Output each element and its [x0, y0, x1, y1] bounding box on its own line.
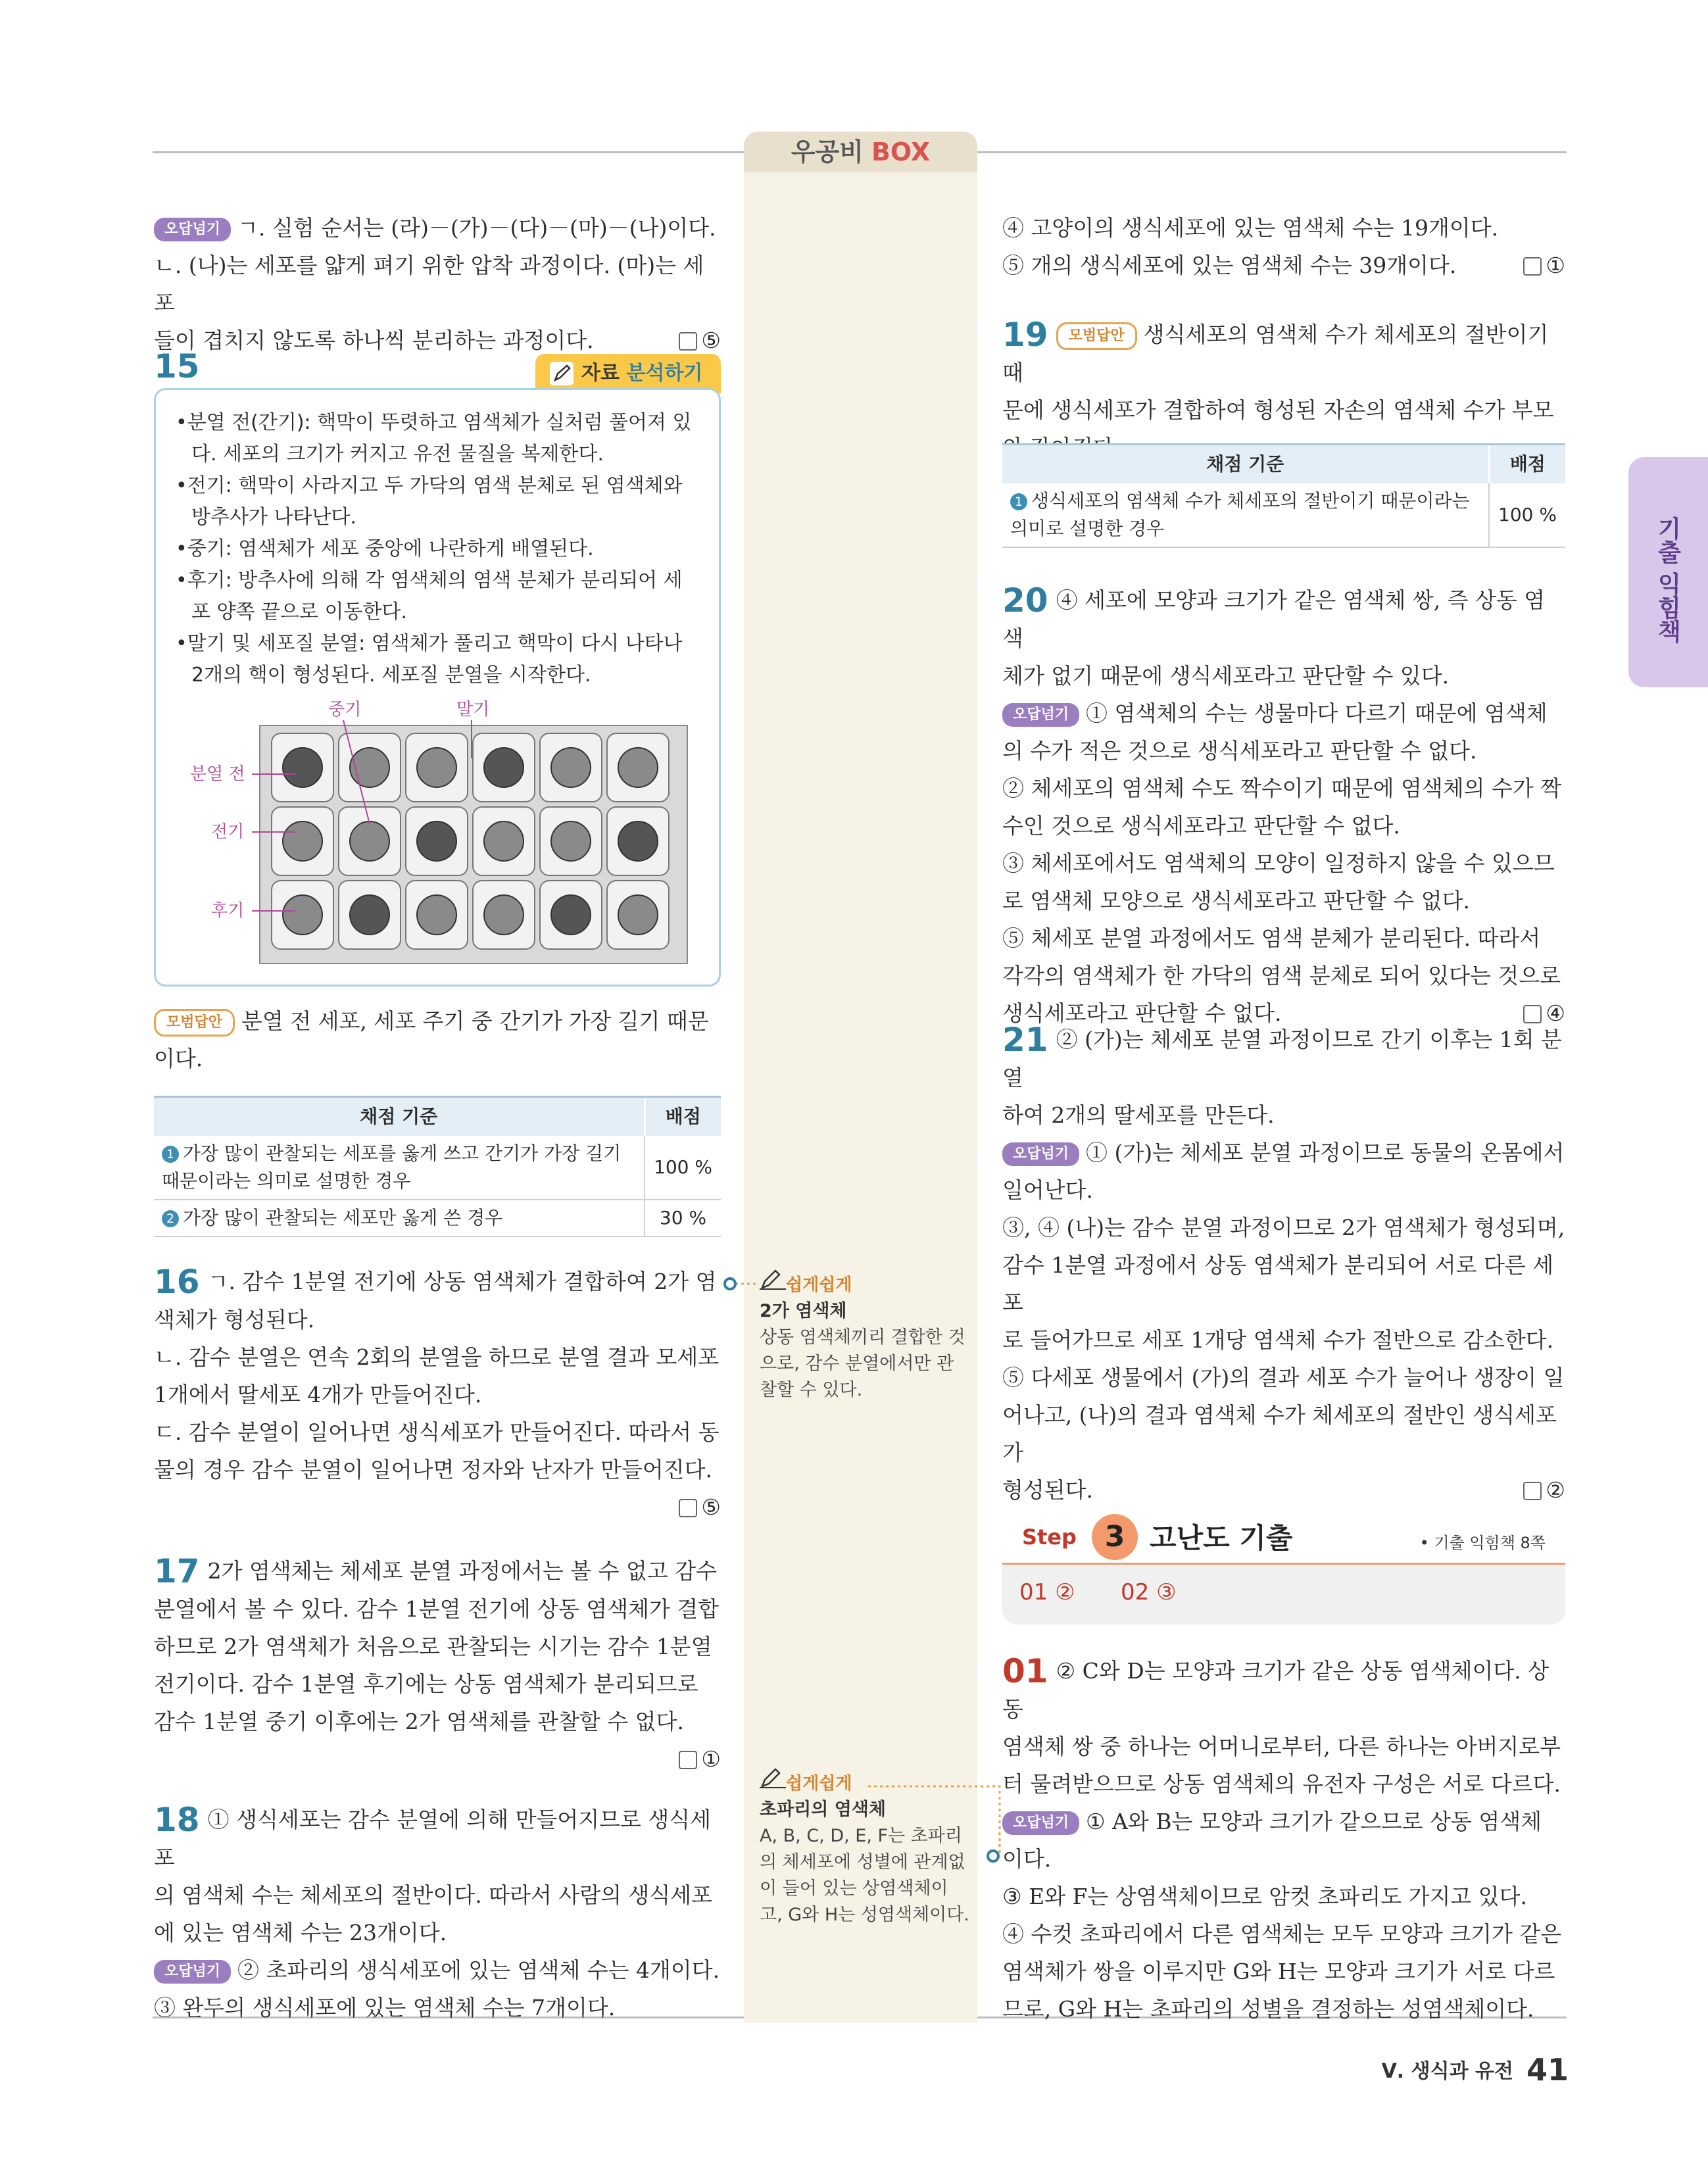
label-metaphase: 중기: [328, 700, 362, 720]
cell-nucleus: [618, 821, 658, 861]
scoring-table-15: [154, 1096, 721, 1237]
cell-nucleus: [484, 748, 524, 787]
text-line: ③ E와 F는 상염색체이므로 암컷 초파리도 가지고 있다.: [1002, 1884, 1528, 1909]
answer-value: ①: [1546, 253, 1565, 278]
answer-mark: [1523, 247, 1565, 284]
label-telophase: 말기: [456, 700, 490, 720]
text-line: ㄴ. (나)는 세포를 얇게 펴기 위한 압착 과정이다. (마)는 세포: [154, 253, 704, 316]
cell-nucleus: [417, 748, 456, 787]
side-note-1: [760, 1268, 970, 1404]
note-title: 초파리의 염색체: [760, 1799, 886, 1820]
table-cell: [154, 1136, 645, 1200]
cell-nucleus: [618, 895, 658, 935]
right-top: [1002, 209, 1565, 284]
text-line: ② 체세포의 염색체 수도 짝수이기 때문에 염색체의 수가 짝: [1002, 775, 1562, 801]
wrong-answer-tag: 오답넘기: [154, 218, 231, 241]
criterion-number-icon: 1: [1010, 493, 1027, 510]
table-cell: 100 %: [645, 1136, 721, 1200]
answer-mark: [1523, 1471, 1565, 1509]
step-header: [1002, 1513, 1565, 1560]
answer-icon: [1523, 1482, 1542, 1500]
side-tab-label: 기출 익힘책: [1654, 516, 1681, 643]
answer-mark: [679, 1740, 721, 1778]
answer-value: ⑤: [701, 328, 721, 353]
text-line: ① (가)는 체세포 분열 과정이므로 동물의 온몸에서: [1086, 1140, 1565, 1165]
text-line: ② C와 D는 모양과 크기가 같은 상동 염색체이다. 상동: [1002, 1658, 1549, 1722]
text-line: 색체가 형성된다.: [154, 1307, 315, 1332]
table-cell: [1002, 483, 1489, 547]
text-line: 어나고, (나)의 결과 염색체 수가 체세포의 절반인 생식세포가: [1002, 1402, 1557, 1465]
cell-nucleus: [350, 821, 389, 861]
text-line: 분열에서 볼 수 있다. 감수 1분열 전기에 상동 염색체가 결합: [154, 1596, 720, 1622]
text-line: 므로, G와 H는 초파리의 성별을 결정하는 성염색체이다.: [1002, 1996, 1534, 2022]
analysis-label: 자료: [581, 362, 620, 385]
q15-answer: [154, 1002, 721, 1077]
text-line: 분열 전 세포, 세포 주기 중 간기가 가장 길기 때문: [241, 1008, 709, 1034]
label-interphase: 분열 전: [190, 764, 245, 784]
table-header: 배점: [645, 1097, 721, 1136]
text-line: 전기이다. 감수 1분열 후기에는 상동 염색체가 분리되므로: [154, 1671, 698, 1697]
text-line: ㄷ. 감수 분열이 일어나면 생식세포가 만들어진다. 따라서 동: [154, 1419, 720, 1445]
criterion-text: 생식세포의 염색체 수가 체세포의 절반이기 때문이라는 의미로 설명한 경우: [1010, 490, 1470, 539]
cell-division-diagram: [156, 699, 721, 975]
cell-nucleus: [484, 821, 524, 861]
cell-nucleus: [417, 895, 456, 935]
step-answer: 01 ②: [1019, 1579, 1075, 1605]
text-line: 각각의 염색체가 한 가닥의 염색 분체로 되어 있다는 것으로: [1002, 963, 1561, 989]
table-header: 채점 기준: [1002, 445, 1489, 484]
text-line: 체가 없기 때문에 생식세포라고 판단할 수 있다.: [1002, 663, 1450, 689]
step-title: 고난도 기출: [1150, 1522, 1293, 1554]
side-tab[interactable]: [1628, 457, 1708, 687]
criterion-number-icon: 1: [162, 1146, 179, 1163]
text-line: ㄱ. 실험 순서는 (라)－(가)－(다)－(마)－(나)이다.: [237, 215, 716, 241]
text-line: 이다.: [154, 1046, 203, 1071]
box-tab-label: 우공비: [791, 137, 864, 166]
note-heading: 쉽게쉽게: [786, 1275, 852, 1295]
step-answer: 02 ③: [1121, 1579, 1177, 1605]
scoring-table-19: [1002, 443, 1565, 548]
cell-nucleus: [283, 821, 322, 861]
question-number: 16: [154, 1263, 200, 1301]
text-line: 로 염색체 모양으로 생식세포라고 판단할 수 없다.: [1002, 888, 1470, 914]
criterion-text: 가장 많이 관찰되는 세포만 옳게 쓴 경우: [183, 1207, 503, 1229]
text-line: 이다.: [1002, 1846, 1052, 1872]
question-number: 21: [1002, 1021, 1048, 1059]
wrong-answer-tag: 오답넘기: [154, 1960, 231, 1984]
info-item: •후기: 방추사에 의해 각 염색체의 염색 분체가 분리되어 세포 양쪽 끝으로 이동한다.: [176, 569, 683, 623]
text-line: 하므로 2가 염색체가 처음으로 관찰되는 시기는 감수 1분열: [154, 1634, 712, 1659]
text-line: ⑤ 체세포 분열 과정에서도 염색 분체가 분리된다. 따라서: [1002, 925, 1541, 951]
step-box: [1002, 1513, 1565, 1625]
wrong-answer-tag: 오답넘기: [1002, 1142, 1079, 1166]
q16-block: [154, 1263, 721, 1526]
box-column: [744, 150, 977, 2023]
text-line: 생식세포의 염색체 수가 체세포의 절반이기 때: [1002, 322, 1549, 385]
table-cell: 30 %: [645, 1200, 721, 1236]
pencil-icon: [760, 1767, 786, 1789]
text-line: ① 염색체의 수는 생물마다 다르기 때문에 염색체: [1086, 700, 1548, 726]
text-line: 로 들어가므로 세포 1개당 염색체 수가 절반으로 감소한다.: [1002, 1327, 1554, 1353]
answer-icon: [679, 1499, 697, 1517]
cell-nucleus: [484, 895, 524, 935]
text-line: ④ 세포에 모양과 크기가 같은 염색체 쌍, 즉 상동 염색: [1002, 587, 1546, 651]
question-number: 18: [154, 1801, 200, 1839]
model-answer-tag: 모범답안: [154, 1009, 235, 1037]
note-title: 2가 염색체: [760, 1301, 847, 1321]
step-number: 3: [1092, 1514, 1138, 1560]
text-line: ② (가)는 체세포 분열 과정이므로 간기 이후는 1회 분열: [1002, 1027, 1562, 1090]
info-item: •말기 및 세포질 분열: 염색체가 풀리고 핵막이 다시 나타나 2개의 핵이 형성된다. 세포질 분열을 시작한다.: [176, 632, 683, 687]
answer-icon: [679, 1751, 697, 1769]
text-line: ① 생식세포는 감수 분열에 의해 만들어지므로 생식세포: [154, 1807, 711, 1870]
text-line: 수인 것으로 생식세포라고 판단할 수 없다.: [1002, 813, 1400, 839]
text-line: 하여 2개의 딸세포를 만든다.: [1002, 1102, 1275, 1128]
text-line: 문에 생식세포가 결합하여 형성된 자손의 염색체 수가 부모: [1002, 397, 1554, 423]
text-line: 에 있는 염색체 수는 23개이다.: [154, 1920, 447, 1945]
text-line: ④ 수컷 초파리에서 다른 염색체는 모두 모양과 크기가 같은: [1002, 1921, 1562, 1947]
text-line: 염색체가 쌍을 이루지만 G와 H는 모양과 크기가 서로 다르: [1002, 1959, 1555, 1984]
table-cell: [154, 1200, 645, 1236]
wrong-answer-tag: 오답넘기: [1002, 1811, 1079, 1835]
question-number: 20: [1002, 581, 1048, 620]
box-tab-label2: BOX: [871, 137, 931, 166]
text-line: 의 수가 적은 것으로 생식세포라고 판단할 수 없다.: [1002, 738, 1477, 764]
box-tab: [744, 132, 977, 172]
info-list: [156, 390, 719, 691]
text-line: 생식세포라고 판단할 수 없다.: [1002, 1000, 1282, 1026]
cell-nucleus: [350, 895, 389, 935]
text-line: ㄴ. 감수 분열은 연속 2회의 분열을 하므로 분열 결과 모세포: [154, 1344, 720, 1370]
answer-value: ⑤: [701, 1494, 721, 1520]
text-line: ③, ④ (나)는 감수 분열 과정이므로 2가 염색체가 형성되며,: [1002, 1215, 1565, 1240]
step-reference: • 기출 익힘책 8쪽: [1419, 1534, 1546, 1552]
text-line: 염색체 쌍 중 하나는 어머니로부터, 다른 하나는 아버지로부: [1002, 1734, 1561, 1759]
answer-value: ①: [701, 1746, 721, 1772]
cell-nucleus: [551, 895, 591, 935]
analysis-label2: 분석하기: [626, 362, 703, 385]
cell-nucleus: [551, 821, 591, 861]
q15-number: [154, 347, 208, 385]
text-line: ㄱ. 감수 1분열 전기에 상동 염색체가 결합하여 2가 염: [207, 1269, 717, 1294]
answer-icon: [679, 332, 697, 351]
text-line: ② 초파리의 생식세포에 있는 염색체 수는 4개이다.: [237, 1957, 720, 1983]
info-item: •전기: 핵막이 사라지고 두 가닥의 염색 분체로 된 염색체와 방추사가 나타난다.: [176, 474, 683, 529]
note-body: 상동 염색체끼리 결합한 것으로, 감수 분열에서만 관찰할 수 있다.: [760, 1327, 965, 1400]
side-note-2: [760, 1767, 970, 1928]
answer-value: ④: [1546, 1000, 1565, 1026]
cell-nucleus: [283, 748, 322, 787]
cell-nucleus: [283, 895, 322, 935]
text-line: ⑤ 다세포 생물에서 (가)의 결과 세포 수가 늘어나 생장이 일: [1002, 1365, 1565, 1390]
question-number: 15: [154, 347, 200, 385]
question-number: 19: [1002, 316, 1048, 354]
info-item: •중기: 염색체가 세포 중앙에 나란하게 배열된다.: [176, 537, 594, 560]
wrong-answer-tag: 오답넘기: [1002, 703, 1079, 727]
step-label: Step: [1022, 1525, 1077, 1550]
text-line: 감수 1분열 중기 이후에는 2가 염색체를 관찰할 수 없다.: [154, 1709, 684, 1734]
table-header: 채점 기준: [154, 1097, 645, 1136]
cell-nucleus: [417, 821, 456, 861]
question-number: 17: [154, 1552, 200, 1590]
label-prophase: 전기: [211, 822, 245, 842]
text-line: 일어난다.: [1002, 1177, 1094, 1203]
q01-block: [1002, 1652, 1565, 2028]
answer-icon: [1523, 257, 1542, 276]
answer-value: ②: [1546, 1477, 1565, 1503]
text-line: 들이 겹치지 않도록 하나씩 분리하는 과정이다.: [154, 328, 594, 353]
text-line: 물의 경우 감수 분열이 일어나면 정자와 난자가 만들어진다.: [154, 1457, 712, 1482]
q18-block: [154, 1801, 721, 2026]
table-cell: 100 %: [1489, 483, 1565, 547]
text-line: ③ 완두의 생식세포에 있는 염색체 수는 7개이다.: [154, 1995, 616, 2020]
step-answers: [1002, 1563, 1565, 1625]
text-line: 2가 염색체는 체세포 분열 과정에서는 볼 수 없고 감수: [207, 1558, 717, 1584]
model-answer-tag: 모범답안: [1056, 322, 1137, 350]
text-line: 터 물려받으므로 상동 염색체의 유전자 구성은 서로 다르다.: [1002, 1771, 1561, 1797]
table-header: 배점: [1489, 445, 1565, 484]
text-line: 1개에서 딸세포 4개가 만들어진다.: [154, 1382, 482, 1407]
text-line: 감수 1분열 과정에서 상동 염색체가 분리되어 서로 다른 세포: [1002, 1252, 1554, 1315]
criterion-number-icon: 2: [162, 1210, 179, 1227]
cell-nucleus: [618, 748, 658, 787]
page-number: 41: [1526, 2052, 1569, 2088]
q17-block: [154, 1552, 721, 1778]
text-line: ① A와 B는 모양과 크기가 같으므로 상동 염색체: [1086, 1809, 1542, 1834]
left-column: [154, 209, 721, 359]
q21-block: [1002, 1021, 1565, 1509]
chapter-title: Ⅴ. 생식과 유전: [1381, 2060, 1513, 2083]
label-anaphase: 후기: [211, 901, 245, 921]
q20-block: [1002, 581, 1565, 1032]
note-heading: 쉽게쉽게: [786, 1774, 852, 1794]
info-box: [154, 388, 721, 987]
data-analysis-tab: [535, 354, 721, 393]
cell-nucleus: [551, 748, 591, 787]
answer-mark: [679, 1488, 721, 1526]
pencil-icon: [760, 1268, 786, 1290]
text-line: 형성된다.: [1002, 1477, 1094, 1503]
question-number: 01: [1002, 1652, 1048, 1690]
criterion-text: 가장 많이 관찰되는 세포를 옳게 쓰고 간기가 가장 길기 때문이라는 의미로 설명한 경우: [162, 1142, 622, 1192]
pencil-icon: [549, 360, 575, 387]
page-footer: [1382, 2052, 1569, 2088]
text-line: 의 염색체 수는 체세포의 절반이다. 따라서 사람의 생식세포: [154, 1882, 712, 1908]
text-line: ④ 고양이의 생식세포에 있는 염색체 수는 19개이다.: [1002, 215, 1499, 241]
note-body: A, B, C, D, E, F는 초파리의 체세포에 성별에 관계없이 들어 있는 상염색체이고, G와 H는 성염색체이다.: [760, 1826, 969, 1925]
text-line: ③ 체세포에서도 염색체의 모양이 일정하지 않을 수 있으므: [1002, 850, 1555, 876]
text-line: ⑤ 개의 생식세포에 있는 염색체 수는 39개이다.: [1002, 253, 1457, 278]
info-item: •분열 전(간기): 핵막이 뚜렷하고 염색체가 실처럼 풀어져 있다. 세포의 크기가 커지고 유전 물질을 복제한다.: [176, 411, 692, 466]
